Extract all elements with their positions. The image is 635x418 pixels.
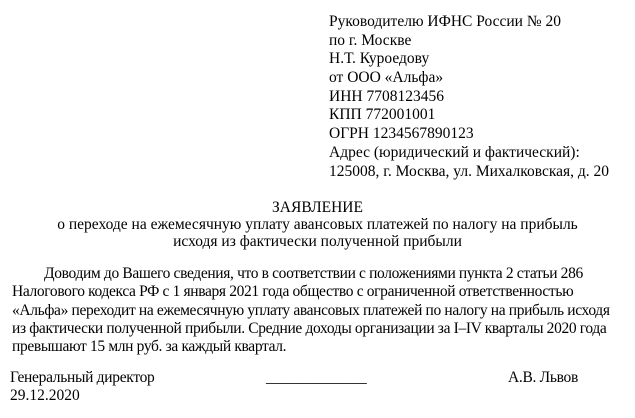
body-line-2: Налогового кодекса РФ с 1 января 2021 года общество с ограниченной ответственностью [12,283,574,301]
addressee-name: Н.Т. Куроедову [329,50,430,68]
addressee-city: по г. Москве [329,31,412,49]
addressee-recipient: Руководителю ИФНС России № 20 [329,13,562,30]
signature-line: _____________ [266,369,367,386]
document-body [12,265,627,356]
sender-company: от ООО «Альфа» [329,69,444,87]
signer-position: Генеральный директор [10,369,155,386]
body-line-4: из фактически полученной прибыли. Средние доходы организации за I–IV кварталы 2020 года [12,319,607,337]
body-line-1: Доводим до Вашего сведения, что в соответствии с положениями пункта 2 статьи 286 [44,265,583,282]
document-heading: ЗАЯВЛЕНИЕ [272,199,363,216]
body-line-3: «Альфа» переходит на ежемесячную уплату авансовых платежей по налогу на прибыль исходя [12,301,610,319]
sender-ogrn: ОГРН 1234567890123 [329,125,474,143]
body-line-5: превышают 15 млн руб. за каждый квартал. [12,338,287,356]
sender-address: 125008, г. Москва, ул. Михалковская, д. 20 [329,162,610,180]
document-date: 29.12.2020 [10,387,80,404]
document-subtitle-line-1: о переходе на ежемесячную уплату авансовых платежей по налогу на прибыль [57,216,578,233]
signer-name: А.В. Львов [508,369,579,386]
sender-inn: ИНН 7708123456 [329,87,444,105]
addressee-block [329,13,609,181]
sender-kpp: КПП 772001001 [329,106,436,124]
document-title [0,199,635,250]
document-subtitle-line-2: исходя из фактически полученной прибыли [173,233,462,250]
signature-row [0,369,635,387]
sender-address-label: Адрес (юридический и фактический): [329,143,580,161]
